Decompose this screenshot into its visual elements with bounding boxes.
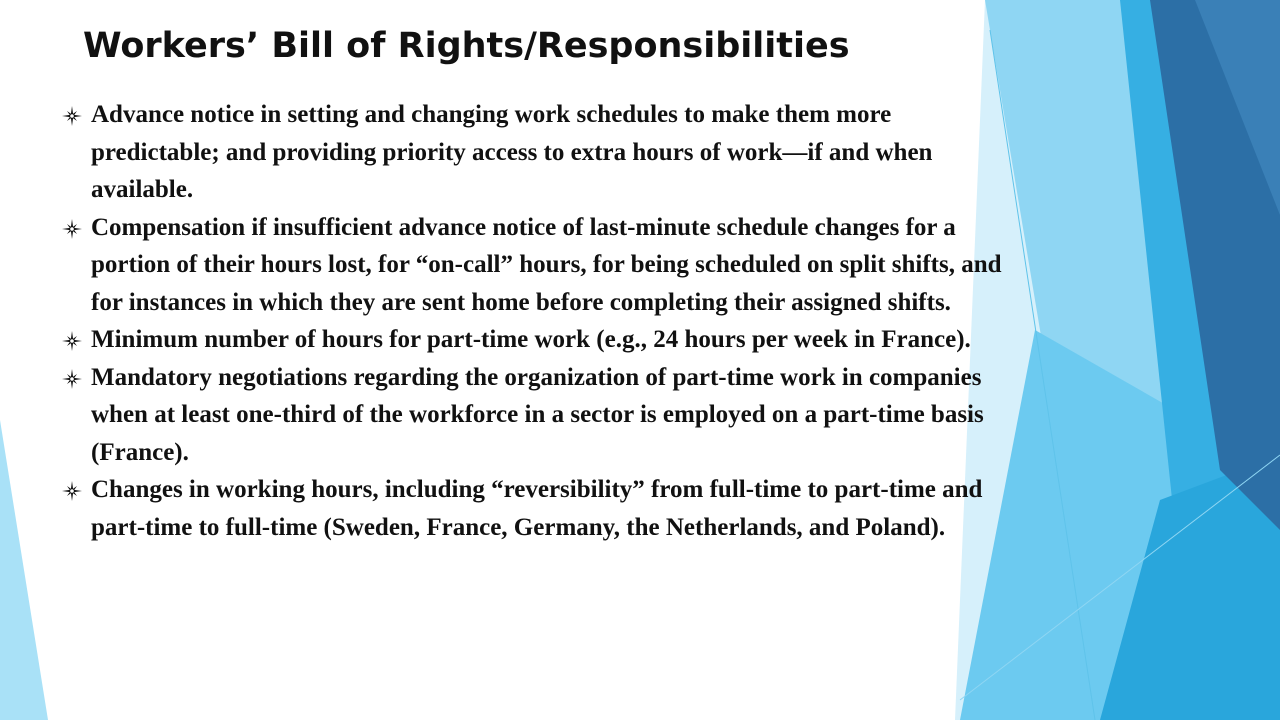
- bullet-text: Changes in working hours, including “reversibility” from full-time to part-time and part-time to full-time (Sweden, France, Germany, the Netherlands, and Poland).: [91, 476, 983, 541]
- bullet-text: Compensation if insufficient advance notice of last-minute schedule changes for a portion of their hours lost, for “on-call” hours, for being scheduled on split shifts, and for instances in which they are sent home before completing their assigned shifts.: [91, 213, 1002, 316]
- left-light-triangle: [0, 420, 48, 720]
- diamond-bullet-icon: [62, 331, 82, 351]
- bullet-item: [62, 359, 1022, 472]
- bullet-text: Mandatory negotiations regarding the organization of part-time work in companies when at least one-third of the workforce in a sector is employed on a part-time basis (France).: [91, 363, 984, 466]
- diamond-bullet-icon: [62, 369, 82, 389]
- slide-title: Workers’ Bill of Rights/Responsibilities: [83, 26, 850, 66]
- diamond-bullet-icon: [62, 106, 82, 126]
- diamond-bullet-icon: [62, 481, 82, 501]
- bullet-item: [62, 209, 1022, 322]
- bullet-list: [62, 96, 1022, 546]
- bullet-item: [62, 96, 1022, 209]
- bullet-item: [62, 471, 1022, 546]
- bullet-text: Minimum number of hours for part-time work (e.g., 24 hours per week in France).: [91, 326, 971, 353]
- diamond-bullet-icon: [62, 219, 82, 239]
- bullet-item: [62, 321, 1022, 359]
- bullet-text: Advance notice in setting and changing work schedules to make them more predictable; and providing priority access to extra hours of work—if and when available.: [91, 101, 933, 203]
